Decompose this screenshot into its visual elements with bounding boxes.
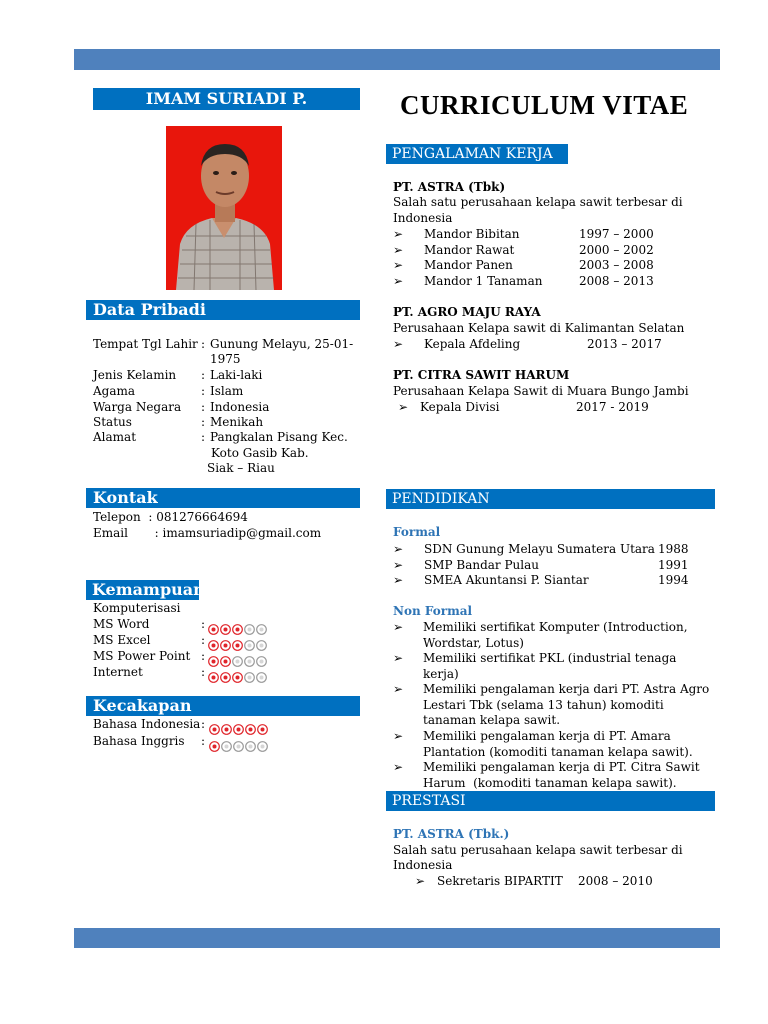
formal-education-row <box>393 558 689 572</box>
rating-star-empty-icon <box>257 641 267 651</box>
colon: : <box>201 617 206 631</box>
nonformal-text-cont: Wordstar, Lotus) <box>423 636 524 650</box>
nonformal-item <box>393 729 671 743</box>
nonformal-text: Memiliki sertifikat Komputer (Introduction, <box>423 620 688 634</box>
gender-value: Laki-laki <box>210 368 263 382</box>
section-kontak: Kontak <box>86 488 360 508</box>
rating-star-empty-icon <box>233 657 243 667</box>
name-banner: IMAM SURIADI P. <box>93 88 360 110</box>
page-title: CURRICULUM VITAE <box>400 90 689 120</box>
role-label: Kepala Afdeling <box>424 337 521 351</box>
colon: : <box>201 734 206 748</box>
birth-label: Tempat Tgl Lahir <box>93 337 198 351</box>
phone-line: Telepon : 081276664694 <box>93 510 248 524</box>
rating-star-empty-icon <box>257 625 267 635</box>
nonformal-text: Memiliki pengalaman kerja di PT. Amara <box>423 729 671 743</box>
role-years: 2013 – 2017 <box>587 337 662 351</box>
bullet-arrow-icon: ➢ <box>393 227 404 241</box>
rating-star-filled-icon <box>233 625 243 635</box>
rating-star-empty-icon <box>257 673 267 683</box>
rating-star-empty-icon <box>246 742 256 752</box>
item-value: 2000 – 2002 <box>579 242 654 257</box>
achievement-desc: Salah satu perusahaan kelapa sawit terbesar di <box>393 843 683 857</box>
bullet-arrow-icon: ➢ <box>393 573 404 588</box>
astra-role-row <box>393 258 654 272</box>
company-agro-desc: Perusahaan Kelapa sawit di Kalimantan Selatan <box>393 321 685 335</box>
colon: : <box>201 717 206 731</box>
section-prestasi: PRESTASI <box>386 791 715 811</box>
religion-label: Agama <box>93 384 136 398</box>
astra-role-row <box>393 227 654 241</box>
rating-star-filled-icon <box>246 725 256 735</box>
rating-label: Internet <box>93 665 143 679</box>
rating-star-filled-icon <box>209 673 219 683</box>
rating-star-filled-icon <box>222 725 232 735</box>
item-label: Mandor Panen <box>424 258 513 273</box>
role-years: 2008 – 2010 <box>578 874 653 888</box>
colon: : <box>201 633 206 647</box>
bottom-decorative-bar <box>74 928 720 948</box>
email-line: Email : imamsuriadip@gmail.com <box>93 526 322 540</box>
company-agro: PT. AGRO MAJU RAYA <box>393 305 541 319</box>
nonformal-item <box>393 760 700 774</box>
section-pendidikan: PENDIDIKAN <box>386 489 715 509</box>
nonformal-text-cont: tanaman kelapa sawit. <box>423 713 561 727</box>
rating-star-empty-icon <box>245 673 255 683</box>
formal-education-row <box>393 542 689 556</box>
citra-role-row <box>398 400 649 414</box>
rating-star-filled-icon <box>210 725 220 735</box>
profile-photo <box>166 126 282 290</box>
top-decorative-bar <box>74 49 720 70</box>
address-value-2: Koto Gasib Kab. <box>211 446 309 460</box>
rating-star-filled-icon <box>233 641 243 651</box>
bullet-arrow-icon: ➢ <box>393 273 404 288</box>
item-label: SDN Gunung Melayu Sumatera Utara <box>424 542 655 556</box>
role-label: Sekretaris BIPARTIT <box>437 874 563 888</box>
rating-star-filled-icon <box>209 641 219 651</box>
rating-star-filled-icon <box>234 725 244 735</box>
astra-role-row <box>393 274 654 288</box>
religion-value: Islam <box>210 384 244 398</box>
colon: : <box>201 384 206 398</box>
bullet-arrow-icon: ➢ <box>415 874 426 888</box>
rating-star-empty-icon <box>257 657 267 667</box>
section-kemampuan: Kemampuan <box>86 580 199 600</box>
nonformal-text-cont: Lestari Tbk (selama 13 tahun) komoditi <box>423 698 664 712</box>
item-value: 1991 <box>658 557 689 572</box>
rating-stars <box>208 668 268 687</box>
rating-star-filled-icon <box>233 673 243 683</box>
formal-label: Formal <box>393 525 441 539</box>
bullet-arrow-icon: ➢ <box>393 620 404 634</box>
bullet-arrow-icon: ➢ <box>393 258 404 273</box>
company-astra-desc: Salah satu perusahaan kelapa sawit terbesar di <box>393 195 683 209</box>
bullet-arrow-icon: ➢ <box>393 337 404 351</box>
rating-star-filled-icon <box>221 625 231 635</box>
status-label: Status <box>93 415 132 429</box>
rating-star-empty-icon <box>258 742 268 752</box>
rating-star-empty-icon <box>245 641 255 651</box>
astra-role-row <box>393 243 654 257</box>
nonformal-text-cont: kerja) <box>423 667 459 681</box>
rating-star-filled-icon <box>209 625 219 635</box>
rating-stars <box>209 737 269 756</box>
bullet-arrow-icon: ➢ <box>393 760 404 774</box>
skills-heading: Komputerisasi <box>93 601 181 615</box>
rating-label: MS Power Point <box>93 649 191 663</box>
birth-value-year: 1975 <box>210 352 241 366</box>
company-citra-desc: Perusahaan Kelapa Sawit di Muara Bungo Jambi <box>393 384 689 398</box>
bullet-arrow-icon: ➢ <box>393 651 404 665</box>
bullet-arrow-icon: ➢ <box>398 400 409 414</box>
company-astra: PT. ASTRA (Tbk) <box>393 180 506 194</box>
colon: : <box>201 337 206 351</box>
bullet-arrow-icon: ➢ <box>393 242 404 257</box>
address-value: Pangkalan Pisang Kec. <box>210 430 348 444</box>
formal-education-row <box>393 573 689 587</box>
colon: : <box>201 368 206 382</box>
rating-label: Bahasa Inggris <box>93 734 185 748</box>
nonformal-text-cont: Plantation (komoditi tanaman kelapa sawit). <box>423 745 693 759</box>
item-value: 2008 – 2013 <box>579 273 654 288</box>
item-label: Mandor 1 Tanaman <box>424 273 543 288</box>
bullet-arrow-icon: ➢ <box>393 682 404 696</box>
section-pengalaman: PENGALAMAN KERJA <box>386 144 568 164</box>
colon: : <box>201 415 206 429</box>
rating-star-empty-icon <box>245 657 255 667</box>
role-years: 2017 - 2019 <box>576 400 649 414</box>
citizenship-label: Warga Negara <box>93 400 182 414</box>
achievement-role-row <box>415 874 653 888</box>
address-value-3: Siak – Riau <box>207 461 275 475</box>
birth-value: Gunung Melayu, 25-01- <box>210 337 354 351</box>
section-data-pribadi: Data Pribadi <box>86 300 360 320</box>
bullet-arrow-icon: ➢ <box>393 729 404 743</box>
nonformal-item <box>393 682 709 696</box>
item-value: 1997 – 2000 <box>579 227 654 241</box>
achievement-desc-2: Indonesia <box>393 858 453 872</box>
role-label: Kepala Divisi <box>420 400 500 414</box>
status-value: Menikah <box>210 415 264 429</box>
colon: : <box>201 430 206 444</box>
citizenship-value: Indonesia <box>210 400 270 414</box>
address-label: Alamat <box>93 430 137 444</box>
item-value: 1988 <box>658 542 689 556</box>
rating-star-empty-icon <box>234 742 244 752</box>
nonformal-text-cont: Harum (komoditi tanaman kelapa sawit). <box>423 776 677 790</box>
rating-label: MS Excel <box>93 633 151 647</box>
colon: : <box>201 665 206 679</box>
rating-label: MS Word <box>93 617 150 631</box>
rating-star-filled-icon <box>221 673 231 683</box>
nonformal-item <box>393 651 676 665</box>
item-label: SMP Bandar Pulau <box>424 557 540 572</box>
rating-star-filled-icon <box>210 742 220 752</box>
achievement-company: PT. ASTRA (Tbk.) <box>393 827 510 841</box>
colon: : <box>201 400 206 414</box>
rating-star-filled-icon <box>221 641 231 651</box>
item-label: Mandor Bibitan <box>424 227 520 241</box>
rating-label: Bahasa Indonesia <box>93 717 201 731</box>
nonformal-text: Memiliki sertifikat PKL (industrial tenaga <box>423 651 677 665</box>
rating-star-filled-icon <box>209 657 219 667</box>
company-citra: PT. CITRA SAWIT HARUM <box>393 368 570 382</box>
agro-role-row <box>393 337 662 351</box>
item-label: SMEA Akuntansi P. Siantar <box>424 573 589 588</box>
rating-star-filled-icon <box>258 725 268 735</box>
item-value: 1994 <box>658 573 689 588</box>
nonformal-text: Memiliki pengalaman kerja dari PT. Astra Agro <box>423 682 710 696</box>
nonformal-item <box>393 620 688 634</box>
company-astra-desc-2: Indonesia <box>393 211 453 225</box>
rating-star-empty-icon <box>245 625 255 635</box>
item-label: Mandor Rawat <box>424 242 515 257</box>
section-kecakapan: Kecakapan <box>86 696 360 716</box>
rating-star-empty-icon <box>222 742 232 752</box>
item-value: 2003 – 2008 <box>579 258 654 273</box>
colon: : <box>201 649 206 663</box>
rating-star-filled-icon <box>221 657 231 667</box>
nonformal-text: Memiliki pengalaman kerja di PT. Citra Sawit <box>423 760 700 774</box>
bullet-arrow-icon: ➢ <box>393 557 404 572</box>
bullet-arrow-icon: ➢ <box>393 542 404 556</box>
gender-label: Jenis Kelamin <box>93 368 177 382</box>
nonformal-label: Non Formal <box>393 604 473 618</box>
